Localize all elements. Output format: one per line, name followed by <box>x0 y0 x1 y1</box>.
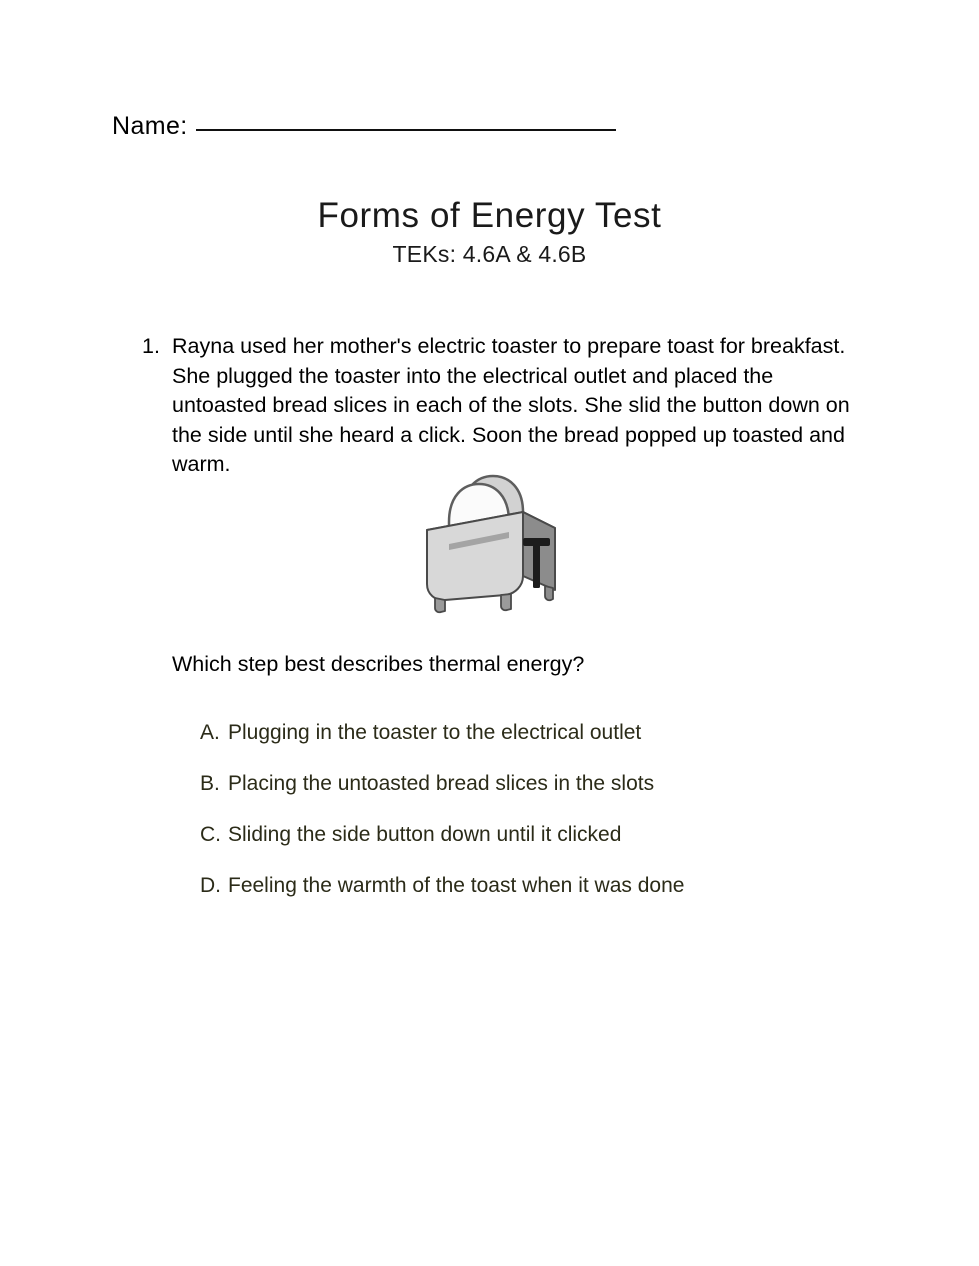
page-subtitle: TEKs: 4.6A & 4.6B <box>392 241 587 268</box>
name-label: Name: <box>112 112 188 140</box>
choice-a-text: Plugging in the toaster to the electrical outlet <box>228 721 642 744</box>
question-number: 1. <box>142 334 160 358</box>
choice-b-letter: B. <box>200 772 220 795</box>
choice-d[interactable] <box>200 871 900 900</box>
choice-c-letter: C. <box>200 823 221 846</box>
name-blank-line[interactable] <box>196 128 616 131</box>
question-prompt: Which step best describes thermal energy? <box>172 652 585 676</box>
choice-a[interactable] <box>200 718 900 747</box>
name-row <box>112 112 616 141</box>
title-block <box>0 196 979 268</box>
toaster-illustration <box>405 458 575 618</box>
choice-c-text: Sliding the side button down until it clicked <box>228 823 622 846</box>
choice-b[interactable] <box>200 769 900 798</box>
choice-d-text: Feeling the warmth of the toast when it was done <box>228 874 685 897</box>
choice-a-letter: A. <box>200 721 220 744</box>
choice-d-letter: D. <box>200 874 221 897</box>
choice-c[interactable] <box>200 820 900 849</box>
question-passage: Rayna used her mother's electric toaster to prepare toast for breakfast. She plugged the toaster into the electrical outlet and placed the untoasted bread slices in each of the slots. She slid the button down on the side until she heard a click. Soon the bread popped up toasted and warm. <box>172 334 850 477</box>
page-title: Forms of Energy Test <box>317 196 662 235</box>
answer-choices <box>200 718 900 900</box>
choice-b-text: Placing the untoasted bread slices in the slots <box>228 772 655 795</box>
